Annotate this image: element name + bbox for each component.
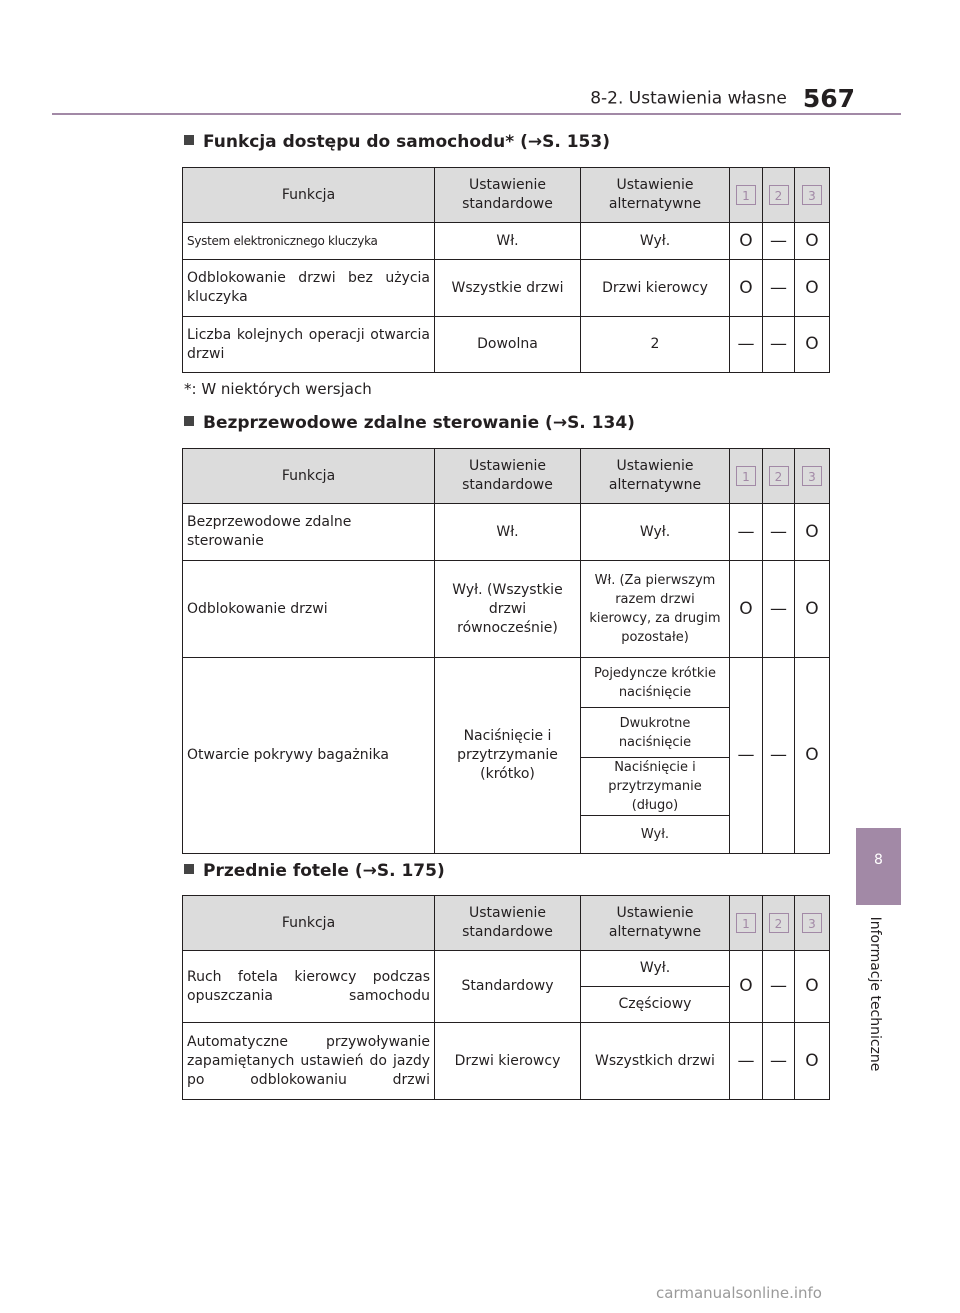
header-col-2 xyxy=(763,168,795,223)
function-cell: Ruch fotela kierowcy podczas opuszczania samochodu xyxy=(183,951,435,1023)
section-heading xyxy=(184,132,610,152)
mark-cell-1: — xyxy=(730,317,763,373)
mark-cell-3: O xyxy=(795,951,830,1023)
mark-cell-3: O xyxy=(795,260,830,317)
square-bullet-icon xyxy=(184,864,194,874)
function-cell: Bezprzewodowe zdalne sterowanie xyxy=(183,504,435,561)
alternative-cell: Wył. xyxy=(581,951,730,987)
header-col-2 xyxy=(763,449,795,504)
mark-cell-2: — xyxy=(763,317,795,373)
table-row xyxy=(183,561,830,658)
table-row xyxy=(183,658,830,708)
number-1-icon: 1 xyxy=(736,466,756,486)
number-2-icon: 2 xyxy=(769,466,789,486)
mark-cell-1: O xyxy=(730,223,763,260)
table-row xyxy=(183,504,830,561)
page-number: 567 xyxy=(802,84,855,113)
header-col-2 xyxy=(763,896,795,951)
chapter-label xyxy=(864,905,886,1083)
mark-cell-1: — xyxy=(730,504,763,561)
header-col-3 xyxy=(795,449,830,504)
mark-cell-2: — xyxy=(763,658,795,854)
header-funkcja: Funkcja xyxy=(183,896,435,951)
table-row xyxy=(183,317,830,373)
function-cell: System elektronicznego kluczyka xyxy=(183,223,435,260)
mark-cell-1: O xyxy=(730,260,763,317)
header-col-1 xyxy=(730,896,763,951)
table-row xyxy=(183,223,830,260)
header-col-1 xyxy=(730,449,763,504)
mark-cell-2: — xyxy=(763,223,795,260)
mark-cell-3: O xyxy=(795,504,830,561)
standard-cell: Wył. (Wszystkie drzwi równocześnie) xyxy=(435,561,581,658)
function-cell: Automatyczne przywoływanie zapamiętanych ustawień do jazdy po odblokowaniu drzwi xyxy=(183,1023,435,1100)
mark-cell-2: — xyxy=(763,260,795,317)
mark-cell-1: O xyxy=(730,561,763,658)
mark-cell-3: O xyxy=(795,561,830,658)
mark-cell-1: — xyxy=(730,1023,763,1100)
header-col-3 xyxy=(795,896,830,951)
mark-cell-3: O xyxy=(795,658,830,854)
standard-cell: Dowolna xyxy=(435,317,581,373)
table-header-row xyxy=(183,449,830,504)
footnote: *: W niektórych wersjach xyxy=(184,380,372,398)
standard-cell: Naciśnięcie i przytrzymanie (krótko) xyxy=(435,658,581,854)
alternative-cell: Częściowy xyxy=(581,987,730,1023)
number-2-icon: 2 xyxy=(769,913,789,933)
mark-cell-2: — xyxy=(763,1023,795,1100)
function-cell: Liczba kolejnych operacji otwarcia drzwi xyxy=(183,317,435,373)
chapter-number: 8 xyxy=(874,852,883,868)
table-row xyxy=(183,260,830,317)
mark-cell-2: — xyxy=(763,504,795,561)
standard-cell: Wł. xyxy=(435,504,581,561)
header-funkcja: Funkcja xyxy=(183,449,435,504)
table-row xyxy=(183,1023,830,1100)
header-standard: Ustawienie standardowe xyxy=(435,168,581,223)
alternative-cell: Wszystkich drzwi xyxy=(581,1023,730,1100)
page-header xyxy=(0,84,855,113)
alternative-cell: Naciśnięcie i przytrzymanie (długo) xyxy=(581,758,730,816)
header-alternative: Ustawienie alternatywne xyxy=(581,168,730,223)
chapter-title: Informacje techniczne xyxy=(867,916,883,1072)
section-heading-text: Funkcja dostępu do samochodu* (→S. 153) xyxy=(203,132,610,152)
header-col-1 xyxy=(730,168,763,223)
function-cell: Odblokowanie drzwi xyxy=(183,561,435,658)
function-cell: Odblokowanie drzwi bez użycia kluczyka xyxy=(183,260,435,317)
standard-cell: Wszystkie drzwi xyxy=(435,260,581,317)
square-bullet-icon xyxy=(184,416,194,426)
settings-table xyxy=(182,895,830,1100)
standard-cell: Drzwi kierowcy xyxy=(435,1023,581,1100)
square-bullet-icon xyxy=(184,135,194,145)
header-col-3 xyxy=(795,168,830,223)
alternative-cell: Wył. xyxy=(581,816,730,854)
mark-cell-3: O xyxy=(795,317,830,373)
alternative-cell: Dwukrotne naciśnięcie xyxy=(581,708,730,758)
header-funkcja: Funkcja xyxy=(183,168,435,223)
mark-cell-1: — xyxy=(730,658,763,854)
alternative-cell: Wył. xyxy=(581,223,730,260)
alternative-cell: Pojedyncze krótkie naciśnięcie xyxy=(581,658,730,708)
alternative-cell: Wył. xyxy=(581,504,730,561)
section-heading xyxy=(184,861,445,881)
header-alternative: Ustawienie alternatywne xyxy=(581,449,730,504)
mark-cell-1: O xyxy=(730,951,763,1023)
number-1-icon: 1 xyxy=(736,185,756,205)
alternative-cell: Wł. (Za pierwszym razem drzwi kierowcy, za drugim pozostałe) xyxy=(581,561,730,658)
section-title: 8-2. Ustawienia własne xyxy=(590,88,787,109)
section-heading-text: Przednie fotele (→S. 175) xyxy=(203,861,445,881)
table-header-row xyxy=(183,896,830,951)
mark-cell-3: O xyxy=(795,1023,830,1100)
settings-table xyxy=(182,167,830,373)
function-cell: Otwarcie pokrywy bagażnika xyxy=(183,658,435,854)
standard-cell: Wł. xyxy=(435,223,581,260)
number-3-icon: 3 xyxy=(802,913,822,933)
standard-cell: Standardowy xyxy=(435,951,581,1023)
section-heading xyxy=(184,413,635,433)
number-3-icon: 3 xyxy=(802,466,822,486)
table-row xyxy=(183,951,830,987)
mark-cell-3: O xyxy=(795,223,830,260)
header-standard: Ustawienie standardowe xyxy=(435,896,581,951)
mark-cell-2: — xyxy=(763,561,795,658)
alternative-cell: 2 xyxy=(581,317,730,373)
header-alternative: Ustawienie alternatywne xyxy=(581,896,730,951)
chapter-tab xyxy=(856,828,901,905)
mark-cell-2: — xyxy=(763,951,795,1023)
site-credit: carmanualsonline.info xyxy=(656,1284,822,1302)
section-heading-text: Bezprzewodowe zdalne sterowanie (→S. 134) xyxy=(203,413,635,433)
number-2-icon: 2 xyxy=(769,185,789,205)
number-3-icon: 3 xyxy=(802,185,822,205)
header-standard: Ustawienie standardowe xyxy=(435,449,581,504)
number-1-icon: 1 xyxy=(736,913,756,933)
settings-table xyxy=(182,448,830,854)
header-rule xyxy=(52,113,901,115)
alternative-cell: Drzwi kierowcy xyxy=(581,260,730,317)
table-header-row xyxy=(183,168,830,223)
